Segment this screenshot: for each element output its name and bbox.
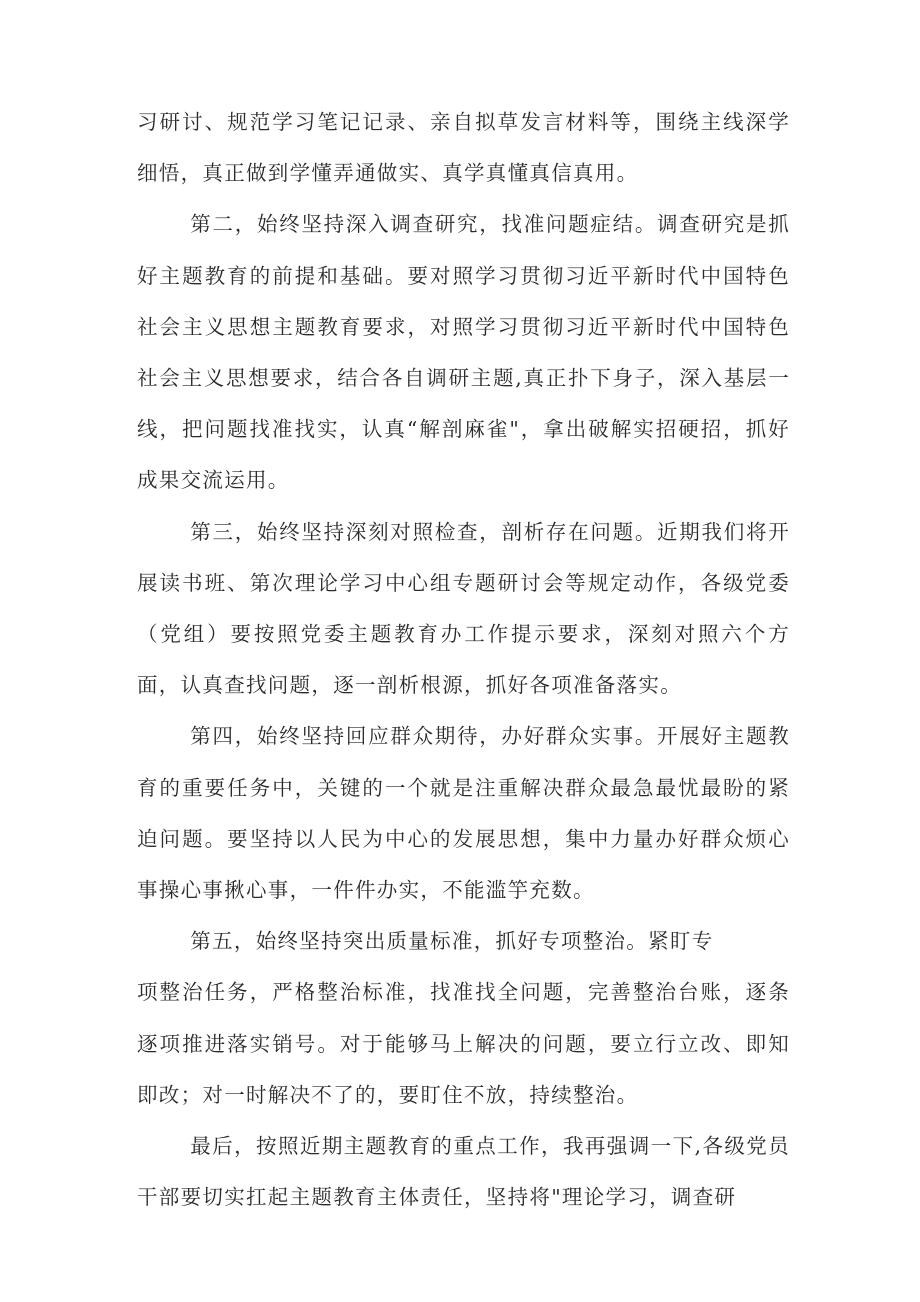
paragraph-continuation: 习研讨、规范学习笔记记录、亲自拟草发言材料等，围绕主线深学细悟，真正做到学懂弄通做实、真学真懂真信真用。 — [137, 110, 790, 186]
document-body — [137, 97, 790, 1223]
paragraph-fifth-point: 第五，始终坚持突出质量标准，抓好专项整治。紧盯专 项整治任务，严格整治标准，找准找全问题，完善整治台账，逐条逐项推进落实销号。对于能够马上解决的问题，要立行立改、即知即改；对一时解决不了的，要盯住不放，持续整治。 — [137, 929, 790, 1107]
paragraph-second-point: 第二，始终坚持深入调查研究，找准问题症结。调查研究是抓好主题教育的前提和基础。要对照学习贯彻习近平新时代中国特色社会主义思想主题教育要求，对照学习贯彻习近平新时代中国特色社会主义思想要求，结合各自调研主题,真正扑下身子，深入基层一线，把问题找准找实，认真“解剖麻雀"，拿出破解实招硬招，抓好成果交流运用。 — [137, 212, 790, 493]
paragraph-fourth-point: 第四，始终坚持回应群众期待，办好群众实事。开展好主题教育的重要任务中，关键的一个就是注重解决群众最急最忧最盼的紧迫问题。要坚持以人民为中心的发展思想，集中力量办好群众烦心事操心事揪心事，一件件办实，不能滥竽充数。 — [137, 724, 790, 903]
paragraph-final: 最后，按照近期主题教育的重点工作，我再强调一下,各级党员干部要切实扛起主题教育主体责任，坚持将"理论学习，调查研 — [137, 1134, 790, 1210]
paragraph-third-point: 第三，始终坚持深刻对照检查，剖析存在问题。近期我们将开展读书班、第次理论学习中心组专题研讨会等规定动作，各级党委（党组）要按照党委主题教育办工作提示要求，深刻对照六个方面，认真查找问题，逐一剖析根源，抓好各项准备落实。 — [137, 519, 790, 698]
